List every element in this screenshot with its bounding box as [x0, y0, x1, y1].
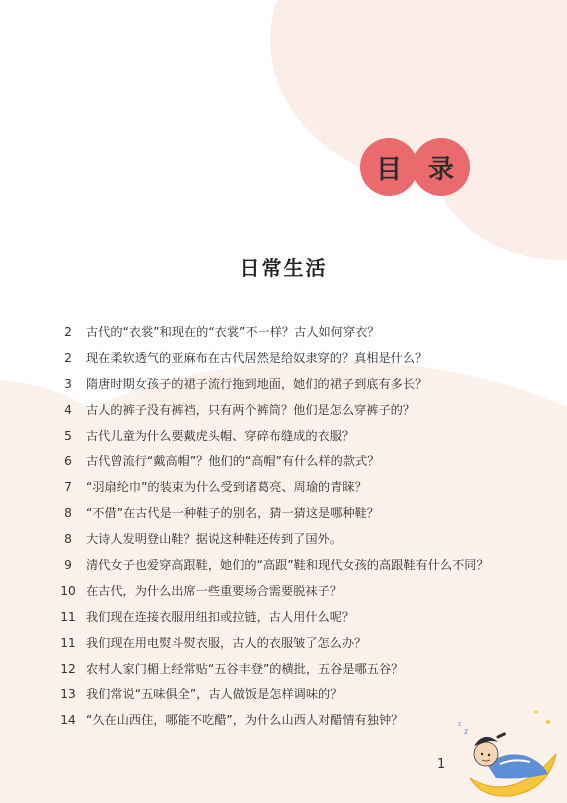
- toc-entry[interactable]: [58, 398, 538, 424]
- toc-entry[interactable]: [58, 501, 538, 527]
- section-title: 日常生活: [239, 256, 328, 280]
- toc-page-number: 11: [60, 609, 76, 624]
- toc-entry[interactable]: [58, 553, 538, 579]
- toc-entry-text: 古代曾流行“戴高帽”？他们的“高帽”有什么样的款式？: [86, 454, 380, 469]
- toc-entry[interactable]: [58, 424, 538, 450]
- moon-scholar-icon: [452, 700, 564, 800]
- toc-entry[interactable]: [58, 657, 538, 683]
- toc-entry-text: 清代女子也爱穿高跟鞋，她们的“高跟”鞋和现代女孩的高跟鞋有什么不同？: [86, 558, 489, 573]
- toc-entry[interactable]: [58, 579, 538, 605]
- toc-entry[interactable]: [58, 475, 538, 501]
- toc-page-number: 13: [60, 687, 76, 702]
- toc-page-number: 12: [60, 661, 76, 676]
- toc-entry-text: 古人的裤子没有裤裆，只有两个裤筒？他们是怎么穿裤子的？: [86, 402, 416, 417]
- toc-page-number: 3: [64, 376, 72, 391]
- toc-entry-text: 我们现在用电熨斗熨衣服，古人的衣服皱了怎么办？: [86, 635, 367, 650]
- toc-entry-text: 现在柔软透气的亚麻布在古代居然是给奴隶穿的？真相是什么？: [86, 350, 428, 365]
- toc-page-number: 10: [60, 583, 76, 598]
- svg-text:z: z: [464, 727, 469, 736]
- toc-list: [58, 320, 538, 734]
- title-char-2: 录: [412, 138, 470, 196]
- toc-page-number: 2: [64, 350, 72, 365]
- svg-text:z: z: [458, 721, 462, 728]
- toc-page-number: 7: [64, 480, 72, 495]
- toc-entry-text: “久在山西住，哪能不吃醋”，为什么山西人对醋情有独钟？: [86, 713, 404, 728]
- page-number: 1: [437, 757, 446, 772]
- toc-entry-text: 我们现在连接衣服用纽扣或拉链，古人用什么呢？: [86, 609, 355, 624]
- toc-page-number: 6: [64, 454, 72, 469]
- toc-entry-text: 大诗人发明登山鞋？据说这种鞋还传到了国外。: [86, 532, 342, 547]
- toc-entry-text: 古代的“衣裳”和现在的“衣裳”不一样？古人如何穿衣？: [86, 325, 380, 339]
- toc-entry-text: 隋唐时期女孩子的裙子流行拖到地面，她们的裙子到底有多长？: [86, 376, 428, 391]
- toc-entry[interactable]: [58, 605, 538, 631]
- toc-page-number: 9: [64, 558, 72, 573]
- toc-page-number: 5: [64, 428, 72, 443]
- toc-entry-text: 我们常说“五味俱全”，古人做饭是怎样调味的？: [86, 687, 343, 702]
- toc-page-number: 8: [64, 532, 72, 547]
- toc-page-number: 8: [64, 506, 72, 521]
- toc-page-number: 14: [60, 713, 76, 728]
- toc-entry[interactable]: [58, 346, 538, 372]
- toc-entry[interactable]: [58, 372, 538, 398]
- toc-entry-text: 古代儿童为什么要戴虎头帽、穿碎布缝成的衣服？: [86, 428, 355, 443]
- toc-entry[interactable]: [58, 320, 538, 346]
- toc-entry-text: “羽扇纶巾”的装束为什么受到诸葛亮、周瑜的青睐？: [86, 480, 367, 495]
- toc-entry[interactable]: [58, 527, 538, 553]
- toc-page-number: 2: [64, 325, 72, 339]
- title-char-1: 目: [360, 138, 418, 196]
- toc-entry-text: 农村人家门楣上经常贴“五谷丰登”的横批，五谷是哪五谷？: [86, 661, 404, 676]
- toc-page-number: 4: [64, 402, 72, 417]
- toc-entry[interactable]: [58, 631, 538, 657]
- toc-page-number: 11: [60, 635, 76, 650]
- toc-entry-text: “不借”在古代是一种鞋子的别名，猜一猜这是哪种鞋？: [86, 506, 379, 521]
- toc-entry-text: 在古代，为什么出席一些重要场合需要脱袜子？: [86, 583, 342, 598]
- toc-entry[interactable]: [58, 449, 538, 475]
